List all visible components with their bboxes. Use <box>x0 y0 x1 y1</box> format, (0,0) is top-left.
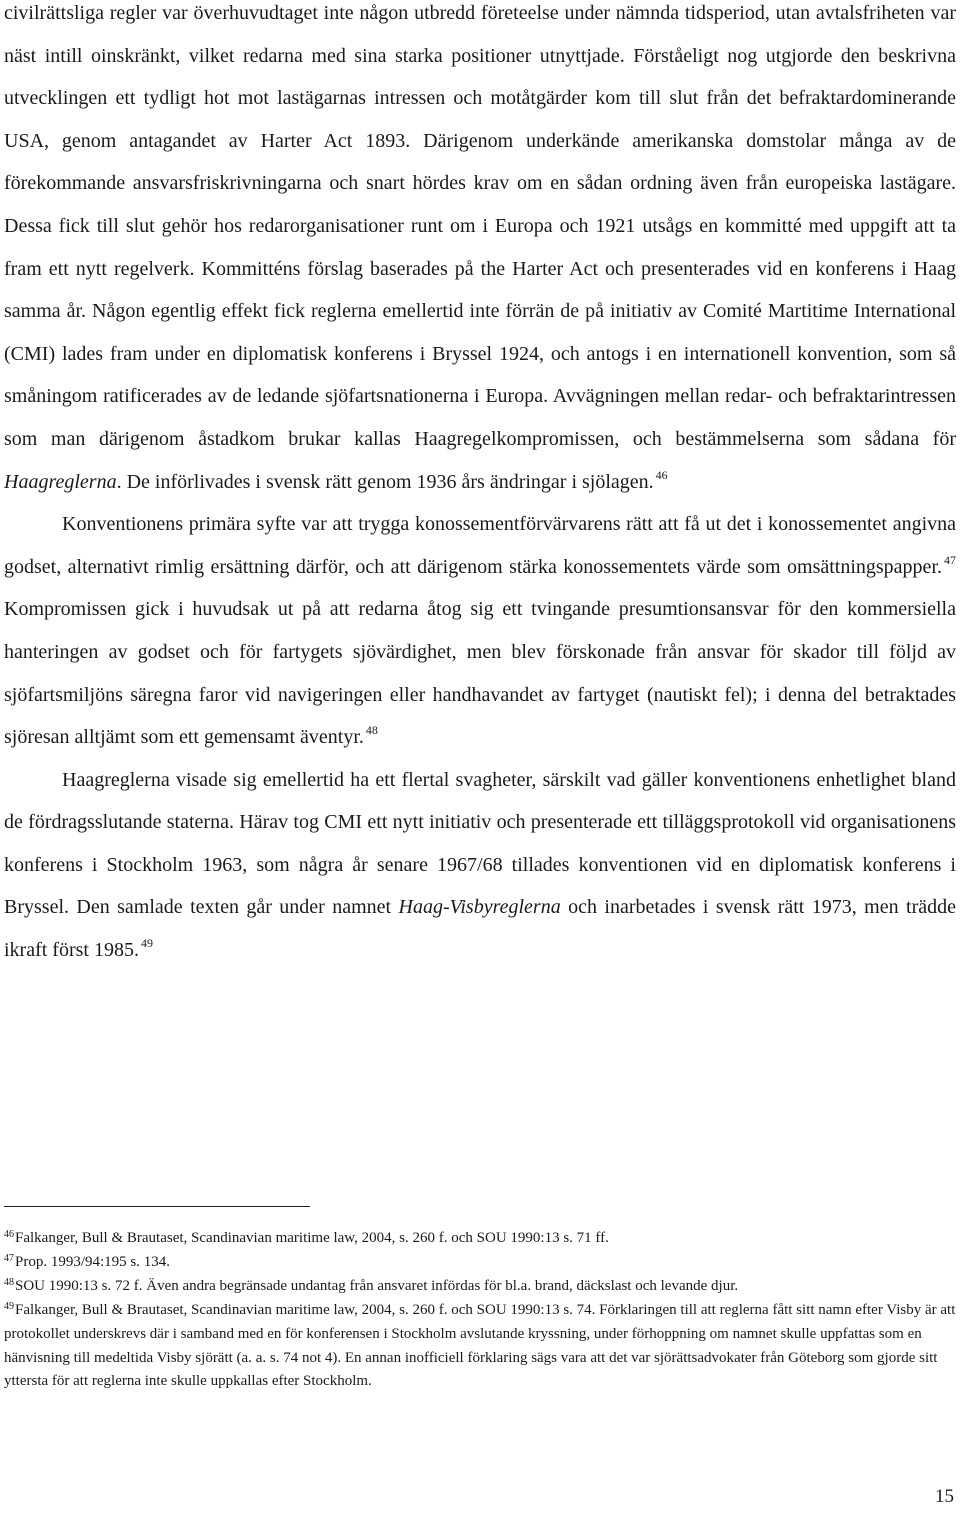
footnote-number: 47 <box>4 1252 14 1264</box>
footnote-ref[interactable]: 47 <box>944 552 956 567</box>
body-paragraph-1 <box>4 0 956 503</box>
paragraph-text: Haagreglerna visade sig emellertid ha ett flertal svagheter, särskilt vad gäller konventionens enhetlighet bland de fördragsslutande staterna. Härav tog CMI ett nytt initiativ och presenterade ett tilläggsprotokoll vid organisationens konferens i Stockholm 1963, som några år senare 1967/68 tillades konventionen vid en diplomatisk konferens i Bryssel. Den samlade texten går under namnet <box>4 768 956 919</box>
paragraph-text: . De införlivades i svensk rätt genom 1936 års ändringar i sjölagen. <box>116 470 654 493</box>
footnote-46 <box>4 1227 956 1251</box>
paragraph-text: Kompromissen gick i huvudsak ut på att redarna åtog sig ett tvingande presumtionsansvar för den kommersiella hanteringen av godset och för fartygets sjövärdighet, men blev förskonade från ansvar för skador till följd av sjöfartsmiljöns säregna faror vid navigeringen eller handhavandet av fartyget (nautiskt fel); i denna del betraktades sjöresan alltjämt som ett gemensamt äventyr. <box>4 598 956 749</box>
footnote-text: Falkanger, Bull & Brautaset, Scandinavian maritime law, 2004, s. 260 f. och SOU 1990:13 s. 74. Förklaringen till att reglerna fått sitt namn efter Visby är att protokollet underskrevs där i samband med en för konferensen i Stockholm avslutande kryssning, under förhoppning om namnet skulle uppfattas som en hänvisning till medeltida Visby sjörätt (a. a. s. 74 not 4). En annan inofficiell förklaring sägs vara att det var sjörättsadvokater från Göteborg som gjorde sitt yttersta för att reglerna inte skulle uppkallas efter Stockholm. <box>4 1301 956 1390</box>
footnote-ref[interactable]: 48 <box>365 723 378 738</box>
footnote-text: Prop. 1993/94:195 s. 134. <box>15 1253 171 1270</box>
footnotes <box>4 1227 956 1394</box>
italic-term: Haagreglerna <box>4 470 117 493</box>
footnote-text: Falkanger, Bull & Brautaset, Scandinavian maritime law, 2004, s. 260 f. och SOU 1990:13 s. 71 ff. <box>15 1230 609 1246</box>
paragraph-text: civilrättsliga regler var överhuvudtaget inte någon utbredd företeelse under nämnda tidsperiod, utan avtalsfriheten var näst intill oinskränkt, vilket redarna med sina starka positioner utnyttjade. Förståeligt nog utgjorde den beskrivna utvecklingen ett tydligt hot mot lastägarnas intressen och motåtgärder kom till slut från det befraktardominerande USA, genom antagandet av Harter Act 1893. Därigenom underkände amerikanska domstolar många av de förekommande ansvarsfriskrivningarna och snart hördes krav om en sådan ordning även från europeiska lastägare. Dessa fick till slut gehör hos redarorganisationer runt om i Europa och 1921 utsågs en kommitté med uppgift att ta fram ett nytt regelverk. Kommitténs förslag baserades på the Harter Act och presenterades vid en konferens i Haag samma år. Någon egentlig effekt fick reglerna emellertid inte förrän de på initiativ av Comité Martitime International (CMI) lades fram under en diplomatisk konferens i Bryssel 1924, och antogs i en internationell konvention, som så småningom ratificerades av de ledande sjöfartsnationerna i Europa. Avvägningen mellan redar- och befraktarintressen som man därigenom åstadkom brukar kallas Haagregelkompromissen, och bestämmelserna som sådana för <box>4 2 956 450</box>
italic-term: Haag-Visbyreglerna <box>398 896 561 919</box>
footnote-47 <box>4 1251 956 1275</box>
body-paragraph-3 <box>4 759 956 972</box>
footnote-ref[interactable]: 46 <box>655 467 668 482</box>
document-page <box>4 0 956 972</box>
page-number: 15 <box>935 1486 954 1507</box>
body-paragraph-2 <box>4 503 956 759</box>
paragraph-text: och inarbetades i svensk rätt 1973, men trädde ikraft först 1985. <box>4 896 956 962</box>
footnote-separator <box>4 1206 310 1207</box>
footnote-number: 48 <box>4 1276 14 1288</box>
footnote-ref[interactable]: 49 <box>140 936 153 951</box>
footnote-text: SOU 1990:13 s. 72 f. Även andra begränsade undantag från ansvaret infördas för bl.a. brand, däckslast och levande djur. <box>15 1277 739 1294</box>
footnote-number: 49 <box>4 1300 14 1312</box>
footnote-49 <box>4 1299 956 1395</box>
footnote-number: 46 <box>4 1229 14 1240</box>
paragraph-text: Konventionens primära syfte var att trygga konossementförvärvarens rätt att få ut det i konossementet angivna godset, alternativt rimlig ersättning därför, och att därigenom stärka konossementets värde som omsättningspapper. <box>4 513 956 578</box>
footnote-48 <box>4 1275 956 1299</box>
